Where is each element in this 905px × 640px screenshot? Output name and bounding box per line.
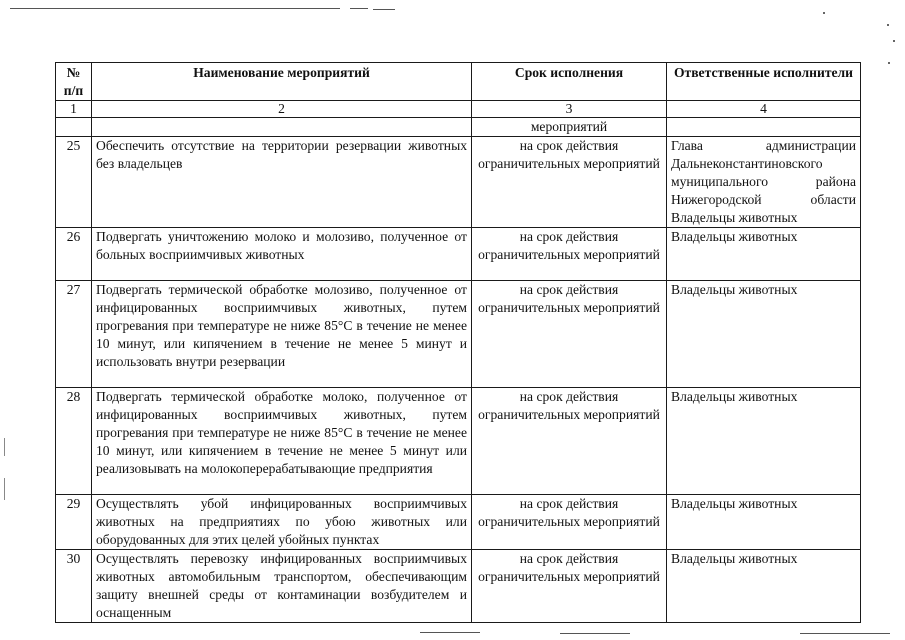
measure-term: на срок действия ограничительных мероприятий [472, 281, 667, 388]
scan-artifact-dot [893, 40, 895, 42]
scan-artifact-dot [887, 24, 889, 26]
measure-name: Подвергать уничтожению молоко и молозиво, полученное от больных восприимчивых животных [92, 228, 472, 281]
table-row [56, 281, 861, 388]
measure-name: Осуществлять убой инфицированных восприимчивых животных на предприятиях по убою животных или оборудованных для этих целей убойных пунктах [92, 495, 472, 550]
table-row [56, 550, 861, 623]
scan-artifact-top-line [10, 8, 340, 9]
scan-artifact-top-dash [350, 8, 368, 9]
measure-name: Подвергать термической обработке молоко, полученное от инфицированных восприимчивых животных, путем прогревания при температуре не ниже 85°С в течение не менее 10 минут, или кипячением в течение не менее 5 минут или реализовывать на молокоперерабатывающие предприятия [92, 388, 472, 495]
measure-term: на срок действия ограничительных мероприятий [472, 388, 667, 495]
measure-responsible: Владельцы животных [667, 550, 861, 623]
measure-name: Осуществлять перевозку инфицированных восприимчивых животных автомобильным транспортом, обеспечивающим защиту внешней среды от контаминации возбудителем и оснащенным [92, 550, 472, 623]
scan-artifact-dot [823, 12, 825, 14]
continuation-responsible [667, 118, 861, 137]
column-number: 2 [92, 101, 472, 118]
row-number: 30 [56, 550, 92, 623]
column-number: 4 [667, 101, 861, 118]
column-number: 3 [472, 101, 667, 118]
scan-artifact-left-mark [4, 478, 5, 500]
column-number-row [56, 101, 861, 118]
header-num: № п/п [56, 63, 92, 101]
measure-term: на срок действия ограничительных мероприятий [472, 228, 667, 281]
measure-name: Обеспечить отсутствие на территории резервации животных без владельцев [92, 137, 472, 228]
continuation-row [56, 118, 861, 137]
column-number: 1 [56, 101, 92, 118]
table-row [56, 228, 861, 281]
scan-artifact-bottom-line [420, 632, 480, 633]
measure-responsible: Владельцы животных [667, 495, 861, 550]
measure-responsible [667, 137, 861, 228]
table-row [56, 137, 861, 228]
header-name: Наименование мероприятий [92, 63, 472, 101]
continuation-num [56, 118, 92, 137]
scan-artifact-dot [888, 62, 890, 64]
responsible-text: Глава администрации Дальнеконстантиновского муниципального района Нижегородской области Владельцы животных [671, 138, 856, 225]
scan-artifact-bottom-line [560, 633, 630, 634]
scan-artifact-left-mark [4, 438, 5, 456]
continuation-name [92, 118, 472, 137]
row-number: 27 [56, 281, 92, 388]
row-number: 26 [56, 228, 92, 281]
measure-term: на срок действия ограничительных мероприятий [472, 495, 667, 550]
table-header-row [56, 63, 861, 101]
table-row [56, 495, 861, 550]
header-responsible: Ответственные исполнители [667, 63, 861, 101]
measure-term: на срок действия ограничительных мероприятий [472, 550, 667, 623]
continuation-term: мероприятий [472, 118, 667, 137]
row-number: 29 [56, 495, 92, 550]
header-term: Срок исполнения [472, 63, 667, 101]
scan-artifact-bottom-line [800, 633, 890, 634]
measure-responsible: Владельцы животных [667, 388, 861, 495]
measure-responsible: Владельцы животных [667, 228, 861, 281]
measure-responsible: Владельцы животных [667, 281, 861, 388]
measure-term: на срок действия ограничительных мероприятий [472, 137, 667, 228]
row-number: 25 [56, 137, 92, 228]
scan-artifact-top-dash [373, 9, 395, 10]
measures-table [55, 62, 861, 623]
measure-name: Подвергать термической обработке молозиво, полученное от инфицированных восприимчивых животных, путем прогревания при температуре не ниже 85°С в течение не менее 10 минут, или кипячением в течение не менее 5 минут и использовать внутри резервации [92, 281, 472, 388]
row-number: 28 [56, 388, 92, 495]
table-row [56, 388, 861, 495]
